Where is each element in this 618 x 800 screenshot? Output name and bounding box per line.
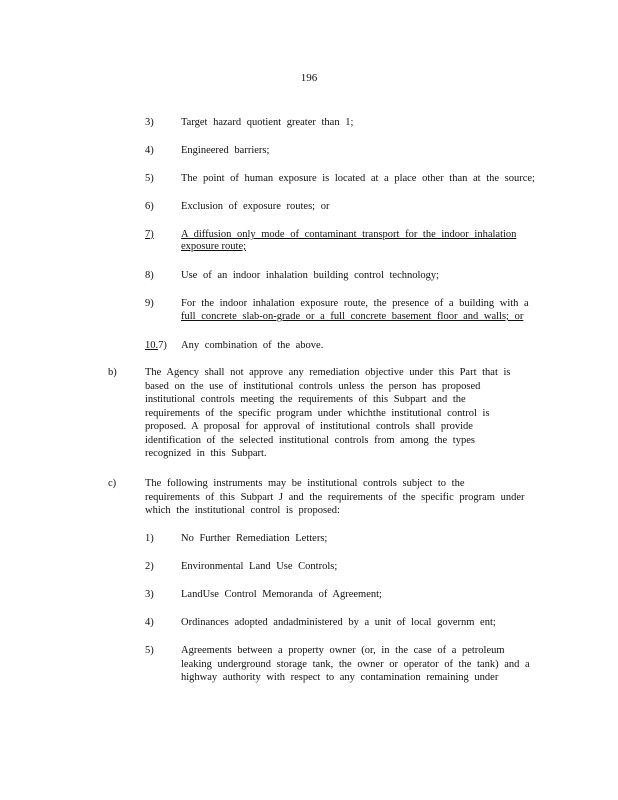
list-item-number: 7) [145,229,154,240]
list-item-text: The point of human exposure is located at a place other than at the source; [181,173,535,184]
list-item-number: 6) [145,201,154,212]
paragraph-line: recognized in this Subpart. [145,448,267,459]
list-item-line: leaking underground storage tank, the owner or operator of the tank) and a [181,658,530,670]
list-item-line: Agreements between a property owner (or, in the case of a petroleum [181,645,505,656]
paragraph-b [145,366,545,461]
list-item-text: Ordinances adopted andadministered by a unit of local governm ent; [181,617,496,628]
inserted-number: 7) [158,340,167,351]
paragraph-line: requirements of the specific program under whichthe institutional control is [145,407,490,419]
paragraph-line: based on the use of institutional controls unless the person has proposed [145,380,481,392]
list-item-number: 8) [145,270,154,281]
paragraph-c [145,477,545,518]
list-item-text: Any combination of the above. [181,340,324,351]
list-item-number: 2) [145,561,154,572]
list-item-number: 5) [145,645,154,656]
list-item-text: For the indoor inhalation exposure route, the presence of a building with a [181,298,529,309]
paragraph-line: requirements of this Subpart J and the requirements of the specific program under [145,491,525,503]
list-item-number: 3) [145,117,154,128]
paragraph-line: which the institutional control is proposed: [145,505,340,516]
list-item-text: exposure route; [181,241,247,252]
paragraph-line: The Agency shall not approve any remediation objective under this Part that is [145,367,511,378]
list-item-text: A diffusion only mode of contaminant transport for the indoor inhalation [181,229,517,240]
paragraph-line: identification of the selected institutional controls from among the types [145,434,475,446]
paragraph-line: institutional controls meeting the requirements of this Subpart and the [145,394,466,405]
list-item-text: Exclusion of exposure routes; or [181,201,330,212]
list-item-number: 3) [145,589,154,600]
paragraph-line: The following instruments may be institutional controls subject to the [145,478,465,489]
list-item-text: Target hazard quotient greater than 1; [181,117,354,128]
list-item-number: 5) [145,173,154,184]
list-item-text: Use of an indoor inhalation building control technology; [181,270,440,281]
paragraph-label: b) [108,367,117,378]
list-item-text: Environmental Land Use Controls; [181,561,338,572]
list-item-number: 4) [145,145,154,156]
list-item-number: 1) [145,533,154,544]
list-item-text: full concrete slab-on-grade or a full concrete basement floor and walls; or [181,311,524,322]
list-item-text: LandUse Control Memoranda of Agreement; [181,589,382,600]
list-item-number [145,339,181,353]
list-item-text: Engineered barriers; [181,145,270,156]
list-item-text: No Further Remediation Letters; [181,533,328,544]
list-item-number: 9) [145,298,154,309]
paragraph-label: c) [108,478,117,489]
list-item-number: 4) [145,617,154,628]
paragraph-line: proposed. A proposal for approval of institutional controls shall provide [145,421,473,432]
page-number: 196 [300,72,318,84]
list-item-line: highway authority with respect to any contamination remaining under [181,672,499,683]
struck-number: 10. [145,340,159,351]
list-item-text [181,644,546,685]
